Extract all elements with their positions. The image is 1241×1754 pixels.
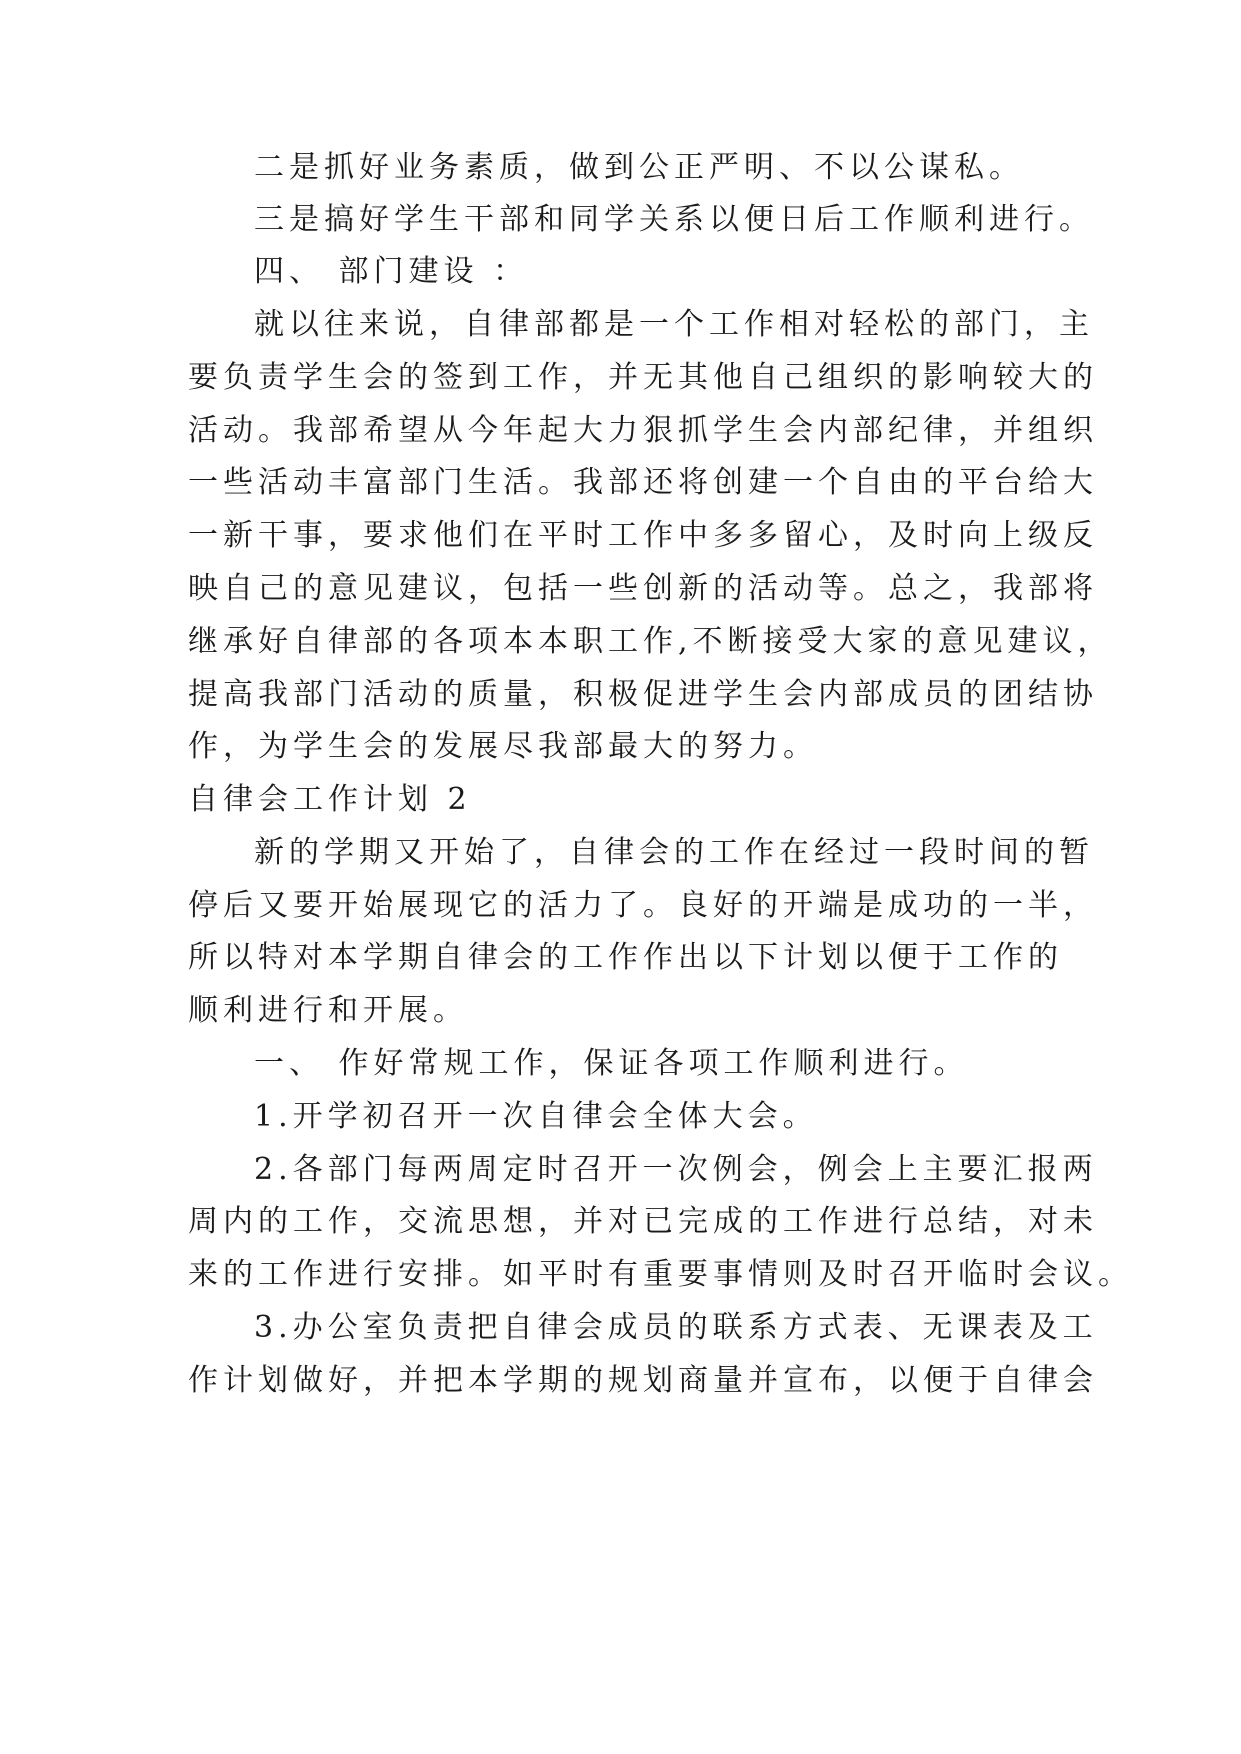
paragraph-line: 所以特对本学期自律会的工作作出以下计划以便于工作的	[188, 940, 1063, 975]
paragraph-line: 活动。我部希望从今年起大力狠抓学生会内部纪律，并组织	[188, 413, 1098, 448]
paragraph-line: 要负责学生会的签到工作，并无其他自己组织的影响较大的	[188, 360, 1098, 395]
section-heading: 四、 部门建设 ：	[254, 254, 529, 289]
list-item: 2.各部门每两周定时召开一次例会，例会上主要汇报两	[254, 1152, 1098, 1187]
paragraph-line: 新的学期又开始了，自律会的工作在经过一段时间的暂	[254, 835, 1094, 870]
list-item: 3.办公室负责把自律会成员的联系方式表、无课表及工	[254, 1310, 1098, 1345]
paragraph-line: 停后又要开始展现它的活力了。良好的开端是成功的一半，	[188, 888, 1098, 923]
paragraph-line: 顺利进行和开展。	[188, 993, 468, 1028]
paragraph-line: 一些活动丰富部门生活。我部还将创建一个自由的平台给大	[188, 465, 1098, 500]
paragraph-line: 一新干事，要求他们在平时工作中多多留心，及时向上级反	[188, 518, 1098, 553]
paragraph-line: 继承好自律部的各项本本职工作,不断接受大家的意见建议，	[188, 624, 1113, 659]
paragraph-line: 三是搞好学生干部和同学关系以便日后工作顺利进行。	[254, 202, 1094, 237]
section-heading: 一、 作好常规工作，保证各项工作顺利进行。	[254, 1046, 969, 1081]
paragraph-line: 提高我部门活动的质量，积极促进学生会内部成员的团结协	[188, 677, 1098, 712]
list-item: 1.开学初召开一次自律会全体大会。	[254, 1099, 818, 1134]
paragraph-line: 周内的工作，交流思想，并对已完成的工作进行总结，对未	[188, 1204, 1098, 1239]
document-title: 自律会工作计划 2	[188, 782, 472, 817]
paragraph-line: 二是抓好业务素质，做到公正严明、不以公谋私。	[254, 150, 1024, 185]
paragraph-line: 来的工作进行安排。如平时有重要事情则及时召开临时会议。	[188, 1257, 1133, 1292]
paragraph-line: 映自己的意见建议，包括一些创新的活动等。总之，我部将	[188, 571, 1098, 606]
paragraph-line: 作，为学生会的发展尽我部最大的努力。	[188, 729, 818, 764]
paragraph-line: 就以往来说，自律部都是一个工作相对轻松的部门，主	[254, 307, 1094, 342]
paragraph-line: 作计划做好，并把本学期的规划商量并宣布，以便于自律会	[188, 1363, 1098, 1398]
